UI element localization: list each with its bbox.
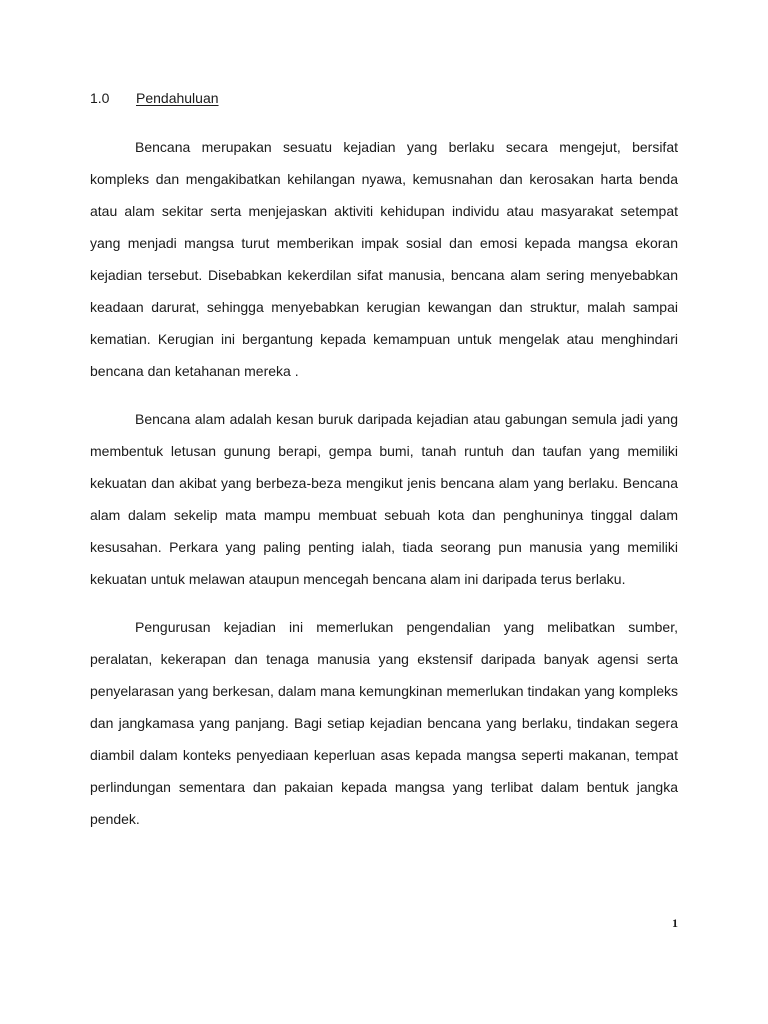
paragraph-3: Pengurusan kejadian ini memerlukan pengendalian yang melibatkan sumber, peralatan, kekerapan dan tenaga manusia yang ekstensif daripada banyak agensi serta penyelarasan yang berkesan, dalam mana kemungkinan memerlukan tindakan yang kompleks dan jangkamasa yang panjang. Bagi setiap kejadian bencana yang berlaku, tindakan segera diambil dalam konteks penyediaan keperluan asas kepada mangsa seperti makanan, tempat perlindungan sementara dan pakaian kepada mangsa yang terlibat dalam bentuk jangka pendek. (90, 619, 678, 827)
paragraph-3-block (90, 611, 678, 835)
section-number: 1.0 (90, 90, 110, 106)
section-heading (90, 89, 219, 107)
page-number: 1 (672, 916, 678, 930)
paragraph-1: Bencana merupakan sesuatu kejadian yang berlaku secara mengejut, bersifat kompleks dan mengakibatkan kehilangan nyawa, kemusnahan dan kerosakan harta benda atau alam sekitar serta menjejaskan aktiviti kehidupan individu atau masyarakat setempat yang menjadi mangsa turut memberikan impak sosial dan emosi kepada mangsa ekoran kejadian tersebut. Disebabkan kekerdilan sifat manusia, bencana alam sering menyebabkan keadaan darurat, sehingga menyebabkan kerugian kewangan dan struktur, malah sampai kematian. Kerugian ini bergantung kepada kemampuan untuk mengelak atau menghindari bencana dan ketahanan mereka . (90, 139, 678, 379)
section-title: Pendahuluan (136, 90, 219, 106)
paragraph-2-block (90, 403, 678, 595)
paragraph-2: Bencana alam adalah kesan buruk daripada kejadian atau gabungan semula jadi yang membentuk letusan gunung berapi, gempa bumi, tanah runtuh dan taufan yang memiliki kekuatan dan akibat yang berbeza-beza mengikut jenis bencana alam yang berlaku. Bencana alam dalam sekelip mata mampu membuat sebuah kota dan penghuninya tinggal dalam kesusahan. Perkara yang paling penting ialah, tiada seorang pun manusia yang memiliki kekuatan untuk melawan ataupun mencegah bencana alam ini daripada terus berlaku. (90, 411, 678, 587)
paragraph-1-block (90, 131, 678, 387)
